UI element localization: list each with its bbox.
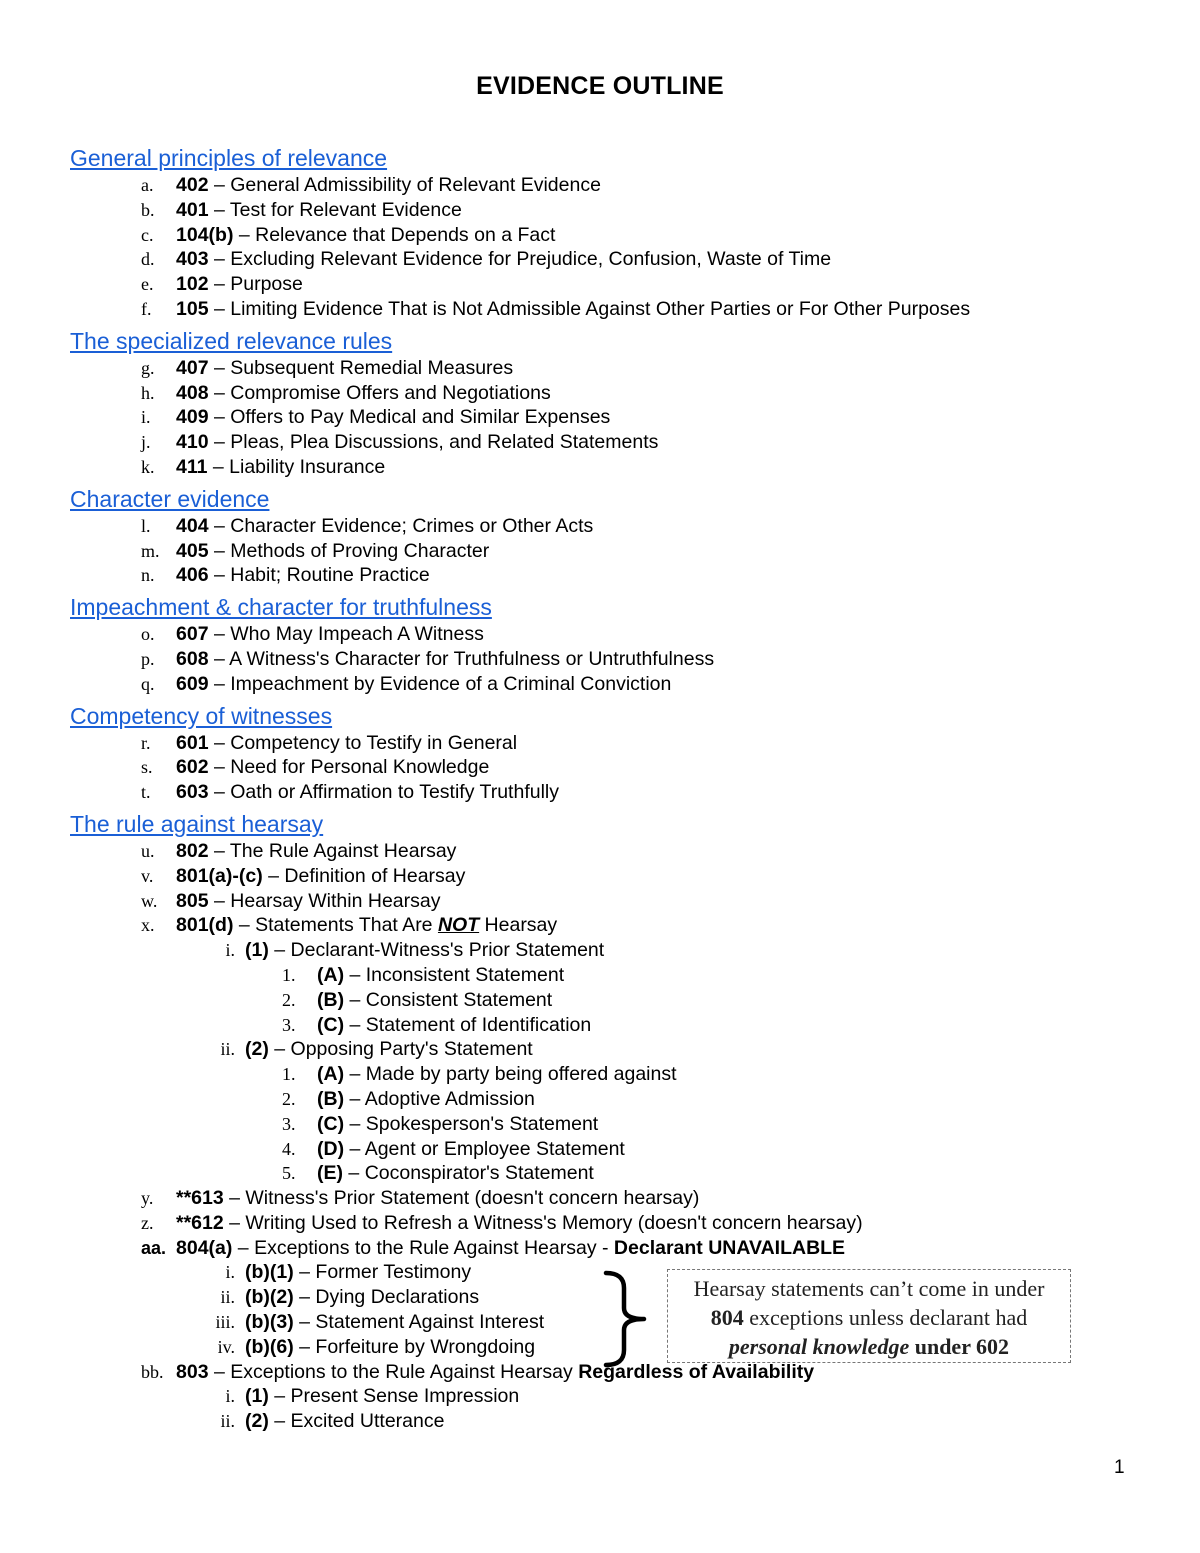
separator-dash: –	[293, 1335, 316, 1358]
rule-description: Agent or Employee Statement	[364, 1137, 625, 1160]
rule-description: Forfeiture by Wrongdoing	[315, 1335, 536, 1358]
list-item	[70, 1211, 1150, 1236]
rule-description: Liability Insurance	[229, 455, 386, 478]
list-marker: 3.	[282, 1113, 296, 1134]
list-item	[70, 622, 1150, 647]
rule-description: Compromise Offers and Negotiations	[230, 381, 551, 404]
outline-section	[70, 322, 1150, 480]
list-item	[70, 173, 1150, 198]
list-item	[70, 938, 1150, 963]
rule-number: (C)	[317, 1112, 345, 1135]
list-marker: o.	[141, 624, 155, 645]
outline-section	[70, 588, 1150, 696]
list-marker: 5.	[282, 1163, 296, 1184]
rule-description: Spokesperson's Statement	[365, 1112, 599, 1135]
rule-description: Statements That Are	[255, 914, 438, 937]
note-callout	[667, 1269, 1071, 1363]
rule-number: 802	[176, 839, 209, 862]
outline-section	[70, 697, 1150, 805]
rule-description: Methods of Proving Character	[230, 539, 490, 562]
list-item	[70, 647, 1150, 672]
separator-dash: –	[223, 1187, 246, 1210]
separator-dash: –	[344, 1013, 366, 1036]
list-item	[70, 672, 1150, 697]
emphasis-not: NOT	[437, 914, 480, 937]
rule-qualifier: Regardless of Availability	[578, 1360, 815, 1383]
list-item	[70, 1013, 1150, 1038]
rule-number: 408	[176, 381, 209, 404]
separator-dash: –	[208, 756, 231, 779]
rule-description: Limiting Evidence That is Not Admissible Against Other Parties or For Other Purposes	[230, 297, 971, 320]
rule-number: 404	[176, 514, 209, 537]
separator-dash: –	[268, 1038, 291, 1061]
separator-dash: –	[344, 1112, 366, 1135]
rule-number: 801(a)-(c)	[176, 864, 263, 887]
rule-number: (1)	[245, 1385, 269, 1408]
separator-dash: –	[208, 273, 231, 296]
rule-description: Pleas, Plea Discussions, and Related Statements	[230, 431, 659, 454]
separator-dash: –	[262, 864, 285, 887]
separator-dash: –	[208, 174, 231, 196]
rule-number: (2)	[245, 1410, 269, 1433]
rule-description: Dying Declarations	[315, 1286, 480, 1309]
rule-number: 403	[176, 248, 209, 271]
list-marker: 1.	[282, 964, 296, 985]
rule-description: Made by party being offered against	[365, 1063, 677, 1086]
rule-description: Exceptions to the Rule Against Hearsay	[230, 1360, 579, 1383]
separator-dash: –	[208, 297, 231, 320]
list-marker: k.	[141, 456, 155, 477]
list-item	[70, 539, 1150, 564]
rule-number: 407	[176, 356, 209, 379]
separator-dash: –	[344, 1063, 366, 1086]
rule-description: Impeachment by Evidence of a Criminal Conviction	[230, 672, 672, 695]
rule-number: 105	[176, 297, 209, 320]
list-marker: r.	[141, 732, 151, 753]
separator-dash: –	[208, 781, 231, 804]
rule-number: 411	[176, 455, 208, 478]
list-item	[70, 1137, 1150, 1162]
rule-description: General Admissibility of Relevant Evidence	[230, 174, 601, 196]
list-marker: bb.	[141, 1361, 164, 1382]
rule-description: Hearsay Within Hearsay	[230, 889, 441, 912]
list-item	[70, 889, 1150, 914]
note-line-1: Hearsay statements can’t come in under	[693, 1276, 1045, 1301]
separator-dash: –	[208, 431, 231, 454]
separator-dash: –	[293, 1311, 316, 1334]
list-marker: iii.	[215, 1312, 235, 1333]
list-marker: aa.	[141, 1237, 167, 1258]
separator-dash: –	[343, 1162, 365, 1185]
rule-description: Statement of Identification	[365, 1013, 592, 1036]
list-item	[70, 1236, 1150, 1261]
list-marker: ii.	[220, 1411, 235, 1432]
list-item	[70, 356, 1150, 381]
list-marker: i.	[141, 407, 151, 428]
rule-description: Who May Impeach A Witness	[230, 623, 484, 646]
note-emphasis: personal knowledge	[728, 1334, 910, 1359]
note-line-3	[668, 1332, 1070, 1361]
rule-description: Character Evidence; Crimes or Other Acts	[230, 514, 594, 537]
section-heading: The specialized relevance rules	[70, 327, 393, 354]
rule-number: 804(a)	[176, 1236, 233, 1259]
rule-description: The Rule Against Hearsay	[229, 839, 457, 862]
separator-dash: –	[208, 647, 230, 670]
rule-description: Former Testimony	[315, 1261, 472, 1284]
rule-number: 406	[176, 564, 209, 587]
rule-description: Exceptions to the Rule Against Hearsay -	[254, 1236, 614, 1259]
list-item	[70, 272, 1150, 297]
rule-number: 803	[176, 1360, 209, 1383]
list-marker: e.	[141, 274, 154, 295]
rule-description: Subsequent Remedial Measures	[230, 356, 514, 379]
rule-number: (1)	[245, 939, 269, 962]
rule-number: 402	[176, 174, 209, 196]
list-marker: v.	[141, 865, 154, 886]
list-item	[70, 988, 1150, 1013]
list-item	[70, 864, 1150, 889]
separator-dash: –	[208, 623, 231, 646]
separator-dash: –	[208, 564, 231, 587]
rule-number: 405	[176, 539, 209, 562]
separator-dash: –	[208, 356, 231, 379]
note-line-3-text: under 602	[909, 1334, 1010, 1359]
rule-description: A Witness's Character for Truthfulness or Untruthfulness	[229, 647, 715, 670]
list-item	[70, 1112, 1150, 1137]
rule-description: Habit; Routine Practice	[230, 564, 430, 587]
list-marker: 2.	[282, 1088, 296, 1109]
list-item	[70, 405, 1150, 430]
separator-dash: –	[268, 1410, 291, 1433]
list-marker: x.	[141, 915, 155, 936]
separator-dash: –	[208, 889, 231, 912]
section-heading: Character evidence	[70, 485, 270, 512]
list-marker: i.	[225, 1262, 235, 1283]
rule-number: 603	[176, 781, 209, 804]
section-heading: Competency of witnesses	[70, 702, 333, 729]
list-item	[70, 1384, 1150, 1409]
page-title: EVIDENCE OUTLINE	[476, 72, 724, 100]
list-item	[70, 839, 1150, 864]
rule-number: (B)	[317, 1087, 345, 1110]
separator-dash: –	[293, 1286, 316, 1309]
separator-dash: –	[208, 514, 231, 537]
note-rule-number: 804	[710, 1305, 744, 1330]
rule-number: 104(b)	[176, 223, 234, 246]
list-marker: 2.	[282, 989, 296, 1010]
rule-number: 602	[176, 756, 209, 779]
rule-qualifier: Declarant UNAVAILABLE	[613, 1236, 846, 1259]
rule-description: Relevance that Depends on a Fact	[255, 223, 556, 246]
rule-number: (b)(3)	[245, 1311, 294, 1334]
list-item	[70, 1186, 1150, 1211]
rule-description: Declarant-Witness's Prior Statement	[290, 939, 605, 962]
separator-dash: –	[268, 1385, 291, 1408]
separator-dash: –	[208, 839, 230, 862]
list-item	[70, 247, 1150, 272]
list-marker: z.	[141, 1212, 154, 1233]
list-marker: ii.	[220, 1039, 235, 1060]
outline	[70, 143, 1150, 1434]
list-item	[70, 430, 1150, 455]
rule-number: 801(d)	[176, 914, 234, 937]
section-heading: General principles of relevance	[70, 145, 388, 171]
rule-description: Purpose	[230, 273, 303, 296]
separator-dash: –	[208, 381, 231, 404]
list-marker: 1.	[282, 1064, 296, 1085]
rule-description: Statement Against Interest	[315, 1311, 545, 1334]
separator-dash: –	[208, 406, 231, 429]
separator-dash: –	[233, 914, 256, 937]
list-marker: l.	[141, 515, 151, 536]
note-line-2	[668, 1303, 1070, 1332]
outline-section	[70, 143, 1150, 322]
list-item	[70, 297, 1150, 322]
page-number: 1	[1114, 1457, 1125, 1478]
list-marker: w.	[141, 890, 158, 911]
rule-description: Adoptive Admission	[364, 1087, 535, 1110]
separator-dash: –	[208, 1360, 231, 1383]
rule-description: Excluding Relevant Evidence for Prejudice, Confusion, Waste of Time	[230, 248, 832, 271]
separator-dash: –	[208, 248, 231, 271]
rule-number: 409	[176, 406, 209, 429]
list-item	[70, 1409, 1150, 1434]
list-marker: f.	[141, 298, 152, 319]
list-marker: s.	[141, 757, 153, 778]
list-item	[70, 755, 1150, 780]
list-marker: 3.	[282, 1014, 296, 1035]
list-marker: i.	[225, 940, 235, 961]
rule-description: Definition of Hearsay	[284, 864, 466, 887]
section-heading: Impeachment & character for truthfulness	[70, 594, 492, 621]
rule-description: Inconsistent Statement	[365, 963, 565, 986]
rule-number: (b)(2)	[245, 1286, 294, 1309]
list-marker: n.	[141, 565, 155, 586]
list-item	[70, 455, 1150, 480]
list-item	[70, 1161, 1150, 1186]
list-item	[70, 913, 1150, 938]
rule-number: 805	[176, 889, 209, 912]
rule-number: (C)	[317, 1013, 345, 1036]
separator-dash: –	[233, 223, 256, 246]
list-item	[70, 563, 1150, 588]
separator-dash: –	[344, 1087, 365, 1110]
rule-number: 607	[176, 623, 209, 646]
list-marker: b.	[141, 199, 155, 220]
list-marker: y.	[141, 1188, 154, 1209]
list-item	[70, 780, 1150, 805]
rule-number: (E)	[317, 1162, 343, 1185]
list-marker: ii.	[220, 1287, 235, 1308]
rule-description: Excited Utterance	[290, 1410, 445, 1433]
separator-dash: –	[208, 539, 231, 562]
list-item	[70, 514, 1150, 539]
list-item	[70, 381, 1150, 406]
rule-number: (2)	[245, 1038, 269, 1061]
list-marker: iv.	[217, 1336, 235, 1357]
rule-description: Opposing Party's Statement	[290, 1038, 533, 1061]
outline-section	[70, 480, 1150, 588]
list-marker: 4.	[282, 1138, 296, 1159]
rule-number: (D)	[317, 1137, 345, 1160]
rule-description-tail: Hearsay	[479, 914, 558, 937]
list-marker: d.	[141, 249, 155, 270]
rule-description: Test for Relevant Evidence	[229, 198, 462, 221]
rule-number: 608	[176, 647, 209, 670]
list-item	[70, 223, 1150, 248]
separator-dash: –	[208, 672, 231, 695]
separator-dash: –	[207, 455, 230, 478]
separator-dash: –	[208, 731, 231, 754]
rule-number: (A)	[317, 963, 345, 986]
list-marker: q.	[141, 673, 155, 694]
curly-brace-icon	[600, 1270, 652, 1368]
separator-dash: –	[293, 1261, 316, 1284]
section-heading: The rule against hearsay	[70, 810, 324, 837]
rule-description: Coconspirator's Statement	[364, 1162, 594, 1185]
list-marker: j.	[141, 432, 151, 453]
note-line-2-text: exceptions unless declarant had	[743, 1305, 1028, 1330]
rule-number: 410	[176, 431, 209, 454]
rule-description: Need for Personal Knowledge	[230, 756, 490, 779]
list-item	[70, 1087, 1150, 1112]
separator-dash: –	[344, 1137, 365, 1160]
rule-number: **613	[176, 1187, 224, 1210]
rule-description: Writing Used to Refresh a Witness's Memory (doesn't concern hearsay)	[245, 1211, 863, 1234]
list-marker: a.	[141, 175, 154, 195]
rule-description: Present Sense Impression	[290, 1385, 520, 1408]
rule-number: 102	[176, 273, 209, 296]
list-marker: u.	[141, 840, 155, 861]
rule-number: (b)(1)	[245, 1261, 294, 1284]
separator-dash: –	[223, 1211, 246, 1234]
list-marker: h.	[141, 382, 155, 403]
list-marker: t.	[141, 782, 151, 803]
list-marker: i.	[225, 1386, 235, 1407]
list-item	[70, 731, 1150, 756]
separator-dash: –	[208, 198, 230, 221]
list-item	[70, 963, 1150, 988]
list-marker: p.	[141, 648, 155, 669]
rule-number: (B)	[317, 988, 345, 1011]
list-marker: m.	[141, 540, 160, 561]
rule-description: Offers to Pay Medical and Similar Expenses	[230, 406, 611, 429]
rule-description: Oath or Affirmation to Testify Truthfully	[230, 781, 559, 804]
rule-description: Witness's Prior Statement (doesn't concern hearsay)	[245, 1187, 700, 1210]
list-item	[70, 1062, 1150, 1087]
rule-number: 609	[176, 672, 209, 695]
rule-number: 601	[176, 731, 209, 754]
separator-dash: –	[344, 963, 366, 986]
separator-dash: –	[232, 1236, 255, 1259]
rule-description: Consistent Statement	[365, 988, 553, 1011]
list-item	[70, 1037, 1150, 1062]
list-marker: g.	[141, 357, 155, 378]
rule-number: (A)	[317, 1063, 345, 1086]
list-item	[70, 198, 1150, 223]
rule-number: 401	[176, 198, 209, 221]
separator-dash: –	[268, 939, 291, 962]
rule-description: Competency to Testify in General	[230, 731, 518, 754]
rule-number: (b)(6)	[245, 1335, 294, 1358]
rule-number: **612	[176, 1211, 224, 1234]
list-marker: c.	[141, 224, 154, 245]
separator-dash: –	[344, 988, 366, 1011]
